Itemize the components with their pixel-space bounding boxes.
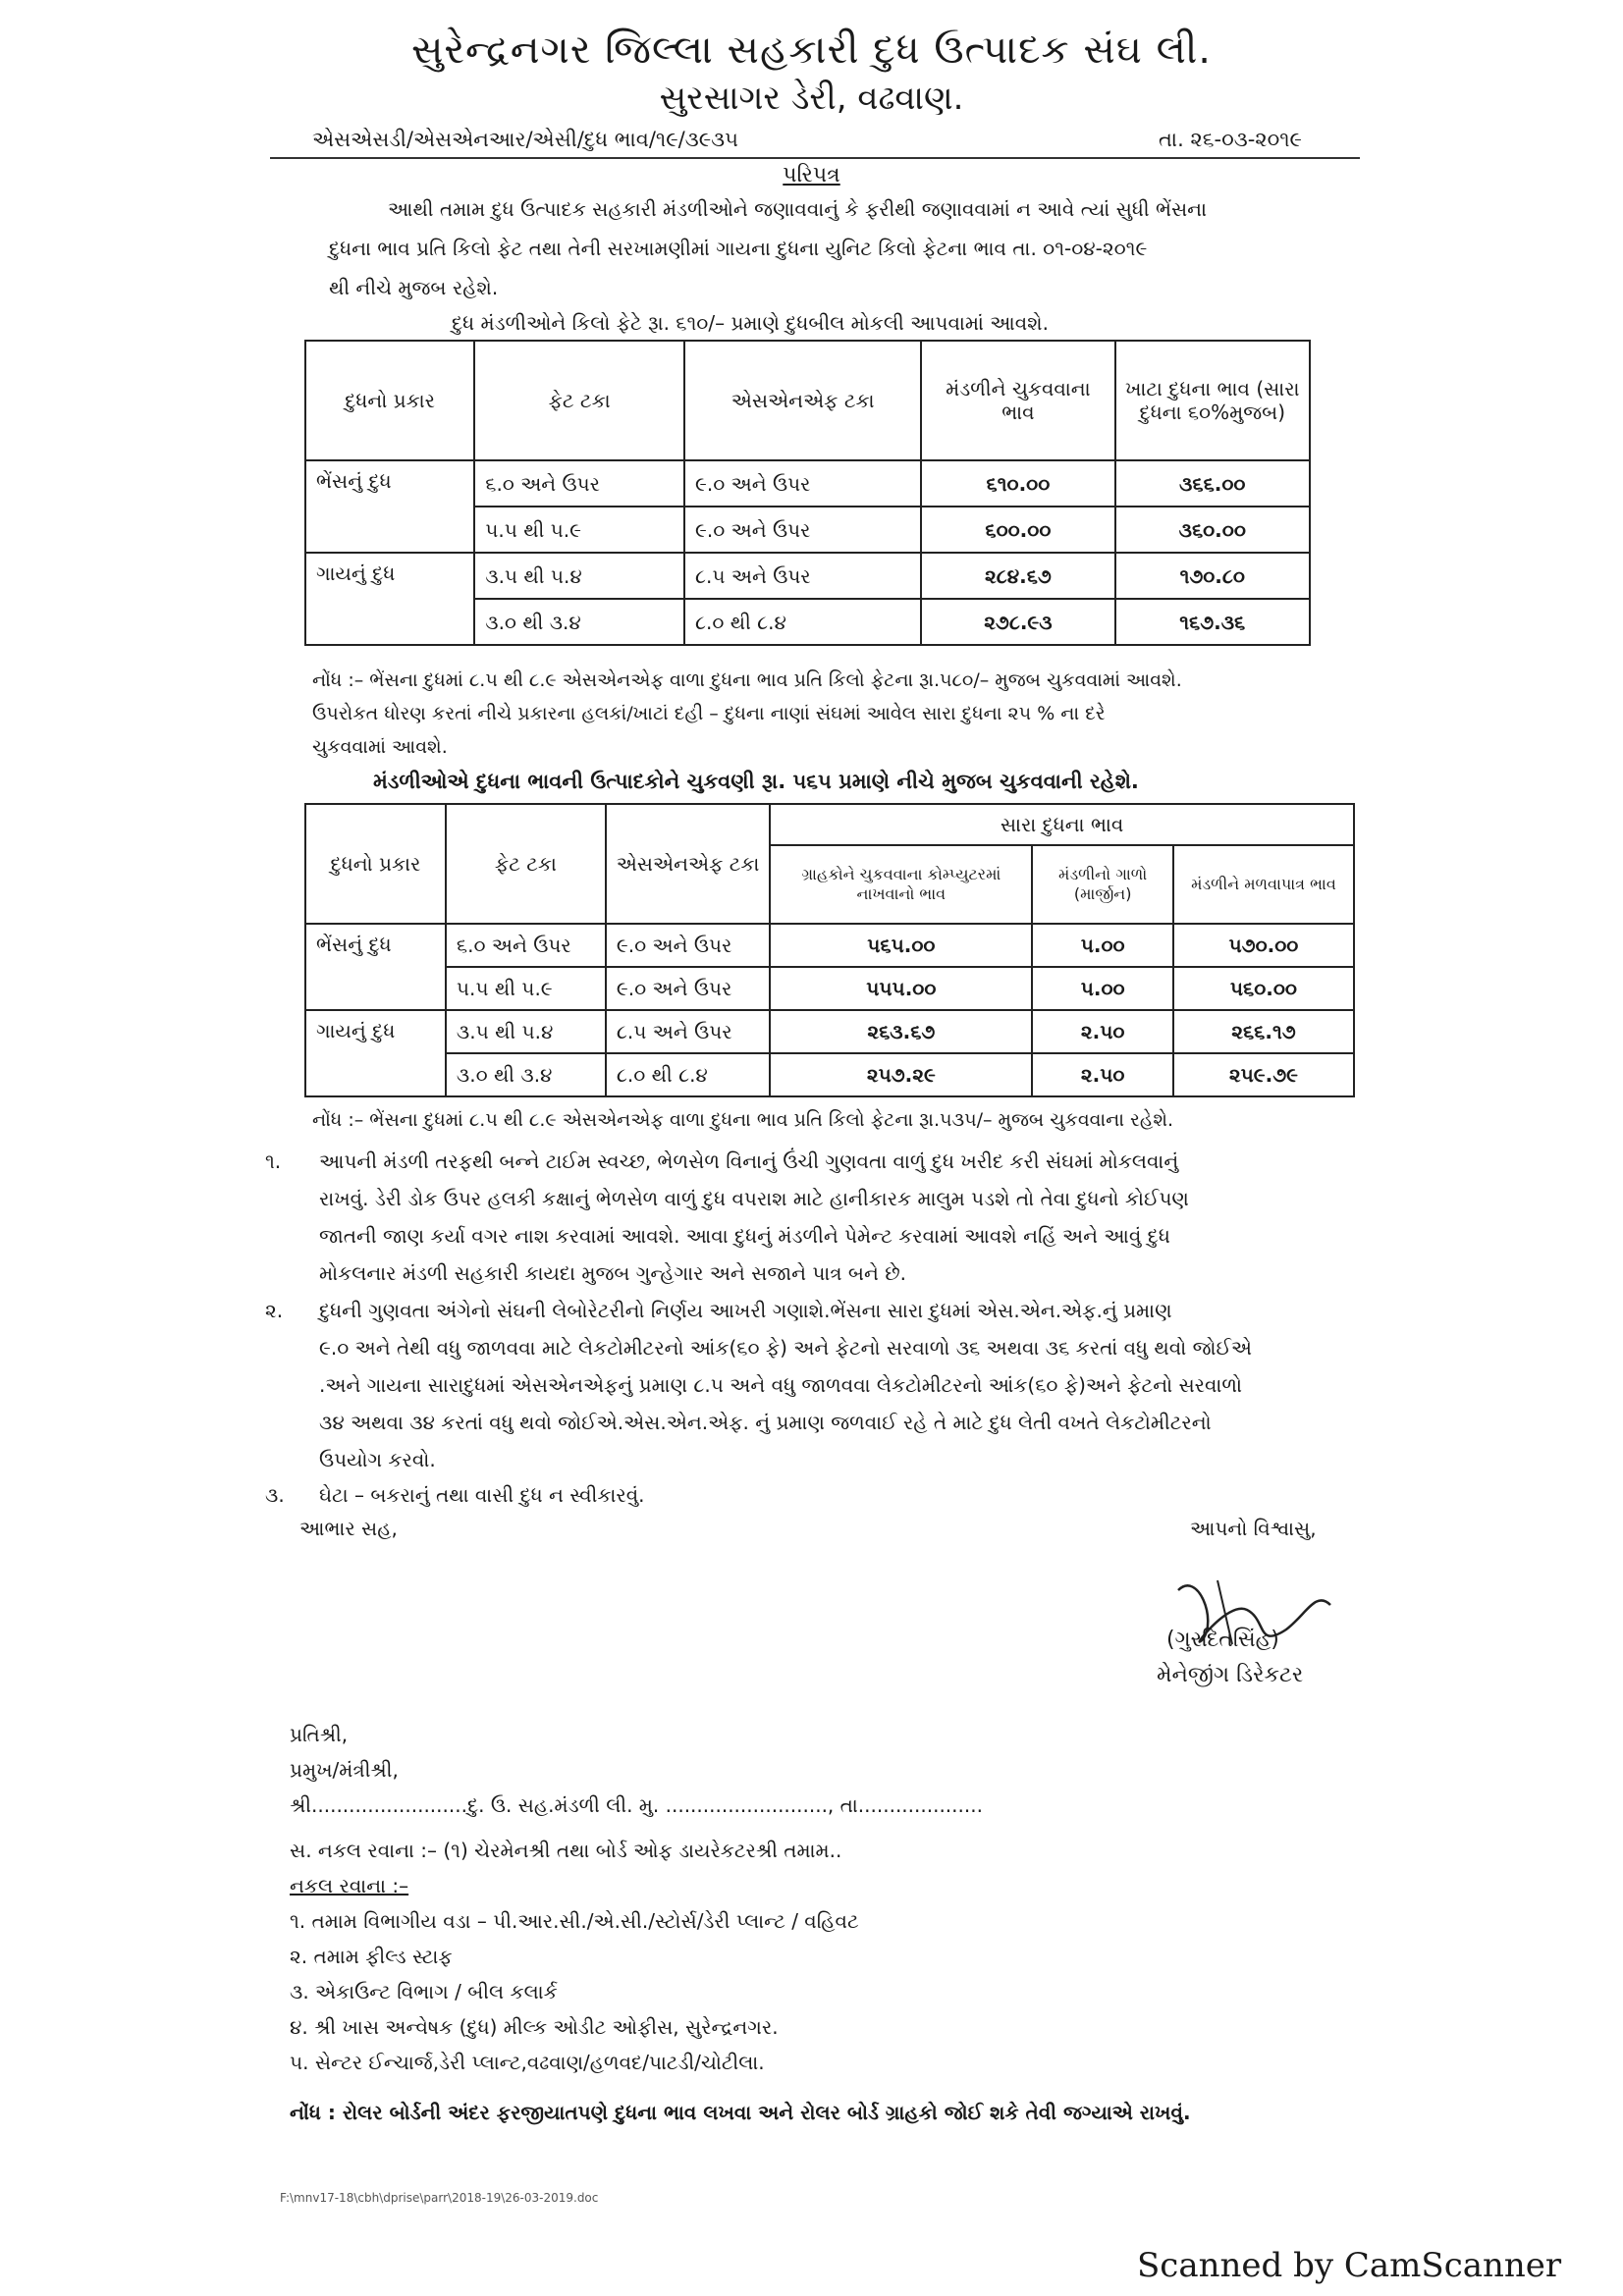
- yours-faithfully: આપનો વિશ્વાસુ,: [1190, 1517, 1317, 1540]
- t2-r0-customer-rate: ૫૬૫.૦૦: [770, 924, 1032, 967]
- t1-r1-society-rate: ૬૦૦.૦૦: [921, 507, 1114, 553]
- rate-table-1: [304, 340, 1311, 646]
- header-divider: [270, 157, 1360, 159]
- rate-table-2: [304, 803, 1355, 1097]
- note1-line-3: ચુકવવામાં આવશે.: [312, 736, 448, 758]
- copy-to-item-5: ૫. સેન્ટર ઈન્ચાર્જ,ડેરી પ્લાન્ટ,વઢવાણ/હળવદ/પાટડી/ચોટીલા.: [290, 2051, 765, 2074]
- t1-r2-snf: ૮.૫ અને ઉપર: [684, 553, 921, 599]
- thanks-text: આભાર સહ,: [299, 1517, 398, 1540]
- t2-header-fat: ફેટ ટકા: [446, 804, 606, 924]
- t2-header-snf: એસએનએફ ટકા: [606, 804, 770, 924]
- point3-number: ૩.: [265, 1483, 285, 1507]
- t1-r3-fat: ૩.૦ થી ૩.૪: [474, 599, 684, 645]
- t2-r0-margin: ૫.૦૦: [1032, 924, 1172, 967]
- t2-r3-fat: ૩.૦ થી ૩.૪: [446, 1053, 606, 1096]
- note1-line-2: ઉપરોકત ધોરણ કરતાં નીચે પ્રકારના હલકાં/ખાટાં દહી – દુધના નાણાં સંઘમાં આવેલ સારા દુધના ૨૫ % ના દરે: [312, 703, 1106, 724]
- copy-to-item-2: ૨. તમામ ફીલ્ડ સ્ટાફ: [290, 1945, 453, 1968]
- t1-r0-snf: ૯.૦ અને ઉપર: [684, 460, 921, 507]
- table-row: [305, 924, 1354, 967]
- t2-r2-customer-rate: ૨૬૩.૬૭: [770, 1010, 1032, 1053]
- t2-r3-margin: ૨.૫૦: [1032, 1053, 1172, 1096]
- point3-line-1: ઘેટા – બકરાનું તથા વાસી દુધ ન સ્વીકારવું.: [319, 1483, 645, 1507]
- t2-r3-receivable: ૨૫૯.૭૯: [1173, 1053, 1354, 1096]
- t1-r1-sour-rate: ૩૬૦.૦૦: [1115, 507, 1310, 553]
- t2-header-type: દુધનો પ્રકાર: [305, 804, 446, 924]
- t1-header-snf: એસએનએફ ટકા: [684, 341, 921, 460]
- t1-r3-society-rate: ૨૭૮.૯૩: [921, 599, 1114, 645]
- t1-r0-type: ભેંસનું દુધ: [305, 460, 474, 553]
- intro-line-3: થી નીચે મુજબ રહેશે.: [329, 276, 499, 299]
- t2-r1-receivable: ૫૬૦.૦૦: [1173, 967, 1354, 1010]
- note2: નોંધ :– ભેંસના દુધમાં ૮.૫ થી ૮.૯ એસએનએફ વાળા દુધના ભાવ પ્રતિ કિલો ફેટના રૂા.૫૩૫/– મુજબ ચુકવવાના રહેશે.: [312, 1109, 1174, 1131]
- point1-line-2: રાખવું. ડેરી ડોક ઉપર હલકી કક્ષાનું ભેળસેળ વાળું દુધ વપરાશ માટે હાનીકારક માલુમ પડશે તો તેવા દુધનો કોઈપણ: [319, 1187, 1189, 1210]
- t1-header-fat: ફેટ ટકા: [474, 341, 684, 460]
- table-row: [305, 967, 1354, 1010]
- t1-r2-type: ગાયનું દુધ: [305, 553, 474, 645]
- table-row: [305, 553, 1310, 599]
- addressee-line-3: શ્રી.........................દુ. ઉ. સહ.મંડળી લી. મુ. .........................., તા....................: [290, 1793, 983, 1817]
- table2-subheading: મંડળીઓએ દુધના ભાવની ઉત્પાદકોને ચુકવણી રૂા. ૫૬૫ પ્રમાણે નીચે મુજબ ચુકવવાની રહેશે.: [373, 770, 1139, 793]
- t1-r2-fat: ૩.૫ થી ૫.૪: [474, 553, 684, 599]
- copy-to-item-1: ૧. તમામ વિભાગીય વડા – પી.આર.સી./એ.સી./સ્ટોર્સ/ડેરી પ્લાન્ટ / વહિવટ: [290, 1909, 859, 1933]
- t2-header-customer-rate: ગ્રાહકોને ચુકવવાના કોમ્પ્યુટરમાં નાખવાનો ભાવ: [770, 845, 1032, 924]
- circular-heading: પરિપત્ર: [783, 163, 840, 187]
- organization-name: સુરેન્દ્રનગર જિલ્લા સહકારી દુધ ઉત્પાદક સંઘ લી.: [410, 27, 1213, 73]
- camscanner-watermark: Scanned by CamScanner: [1137, 2246, 1562, 2285]
- t2-header-receivable: મંડળીને મળવાપાત્ર ભાવ: [1173, 845, 1354, 924]
- t1-r0-sour-rate: ૩૬૬.૦૦: [1115, 460, 1310, 507]
- point2-number: ૨.: [265, 1299, 284, 1322]
- t1-r2-sour-rate: ૧૭૦.૮૦: [1115, 553, 1310, 599]
- copy-to-item-3: ૩. એકાઉન્ટ વિભાગ / બીલ કલાર્ક: [290, 1980, 558, 2003]
- point2-line-5: ઉપયોગ કરવો.: [319, 1448, 436, 1471]
- intro-line-1: આથી તમામ દુધ ઉત્પાદક સહકારી મંડળીઓને જણાવવાનું કે ફરીથી જણાવવામાં ન આવે ત્યાં સુધી ભેંસના: [388, 197, 1207, 221]
- t2-r3-customer-rate: ૨૫૭.૨૯: [770, 1053, 1032, 1096]
- file-path: F:\mnv17-18\cbh\dprise\parr\2018-19\26-03-2019.doc: [280, 2191, 599, 2205]
- t1-header-society-rate: મંડળીને ચુકવવાના ભાવ: [921, 341, 1114, 460]
- table-row: [305, 460, 1310, 507]
- t2-r2-snf: ૮.૫ અને ઉપર: [606, 1010, 770, 1053]
- point2-line-2: ૯.૦ અને તેથી વધુ જાળવવા માટે લેકટોમીટરનો આંક(૬૦ ફે) અને ફેટનો સરવાળો ૩૬ અથવા ૩૬ કરતાં વધુ થવો જોઈએ: [319, 1336, 1253, 1360]
- addressee-line-1: પ્રતિશ્રી,: [290, 1723, 349, 1746]
- signature-scribble: [1159, 1561, 1345, 1669]
- point1-line-3: જાતની જાણ કર્યા વગર નાશ કરવામાં આવશે. આવા દુધનું મંડળીને પેમેન્ટ કરવામાં આવશે નહિં અને આવું દુધ: [319, 1224, 1170, 1248]
- t2-header-margin: મંડળીનો ગાળો (માર્જીન): [1032, 845, 1172, 924]
- point1-number: ૧.: [265, 1149, 282, 1173]
- point2-line-4: ૩૪ અથવા ૩૪ કરતાં વધુ થવો જોઈએ.એસ.એન.એફ. નું પ્રમાણ જળવાઈ રહે તે માટે દુધ લેતી વખતે લેકટોમીટરનો: [319, 1411, 1212, 1434]
- t2-r1-fat: ૫.૫ થી ૫.૯: [446, 967, 606, 1010]
- t2-r0-type: ભેંસનું દુધ: [305, 924, 446, 1010]
- t1-r0-fat: ૬.૦ અને ઉપર: [474, 460, 684, 507]
- t2-r0-snf: ૯.૦ અને ઉપર: [606, 924, 770, 967]
- point2-line-1: દુધની ગુણવતા અંગેનો સંઘની લેબોરેટરીનો નિર્ણય આખરી ગણાશે.ભેંસના સારા દુધમાં એસ.એન.એફ.નું પ્રમાણ: [319, 1299, 1172, 1322]
- t1-r2-society-rate: ૨૮૪.૬૭: [921, 553, 1114, 599]
- t1-r3-snf: ૮.૦ થી ૮.૪: [684, 599, 921, 645]
- t1-r3-sour-rate: ૧૬૭.૩૬: [1115, 599, 1310, 645]
- final-note: નોંધ : રોલર બોર્ડની અંદર ફરજીયાતપણે દુધના ભાવ લખવા અને રોલર બોર્ડ ગ્રાહકો જોઈ શકે તેવી જગ્યાએ રાખવું.: [290, 2101, 1191, 2124]
- table-row: [305, 1053, 1354, 1096]
- table-row: [305, 1010, 1354, 1053]
- copy-to-item-4: ૪. શ્રી ખાસ અન્વેષક (દુધ) મીલ્ક ઓડીટ ઓફીસ, સુરેન્દ્રનગર.: [290, 2015, 779, 2039]
- reference-number: એસએસડી/એસએનઆર/એસી/દુધ ભાવ/૧૯/૩૯૩૫: [312, 128, 738, 151]
- note1-line-1: નોંધ :– ભેંસના દુધમાં ૮.૫ થી ૮.૯ એસએનએફ વાળા દુધના ભાવ પ્રતિ કિલો ફેટના રૂા.૫૮૦/– મુજબ ચુકવવામાં આવશે.: [312, 669, 1182, 691]
- t2-r3-snf: ૮.૦ થી ૮.૪: [606, 1053, 770, 1096]
- t1-r1-snf: ૯.૦ અને ઉપર: [684, 507, 921, 553]
- signatory-name: (ગુરદિતસિંહ): [1166, 1628, 1279, 1652]
- t1-header-type: દુધનો પ્રકાર: [305, 341, 474, 460]
- signatory-designation: મેનેજીંગ ડિરેકટર: [1157, 1663, 1304, 1687]
- intro-line-2: દુધના ભાવ પ્રતિ કિલો ફેટ તથા તેની સરખામણીમાં ગાયના દુધના યુનિટ કિલો ફેટના ભાવ તા. ૦૧-૦૪-૨૦૧૯: [329, 237, 1148, 260]
- point1-line-4: મોકલનાર મંડળી સહકારી કાયદા મુજબ ગુન્હેગાર અને સજાને પાત્ર બને છે.: [319, 1261, 907, 1285]
- dairy-name: સુરસાગર ડેરી, વઢવાણ.: [659, 79, 964, 118]
- t2-r1-margin: ૫.૦૦: [1032, 967, 1172, 1010]
- t1-r0-society-rate: ૬૧૦.૦૦: [921, 460, 1114, 507]
- t2-r0-receivable: ૫૭૦.૦૦: [1173, 924, 1354, 967]
- t2-r2-fat: ૩.૫ થી ૫.૪: [446, 1010, 606, 1053]
- t2-header-group: સારા દુધના ભાવ: [770, 804, 1354, 845]
- t2-r2-type: ગાયનું દુધ: [305, 1010, 446, 1096]
- copy-to-line-1: સ. નકલ રવાના :– (૧) ચેરમેનશ્રી તથા બોર્ડ ઓફ ડાયરેકટરશ્રી તમામ..: [290, 1839, 842, 1862]
- t1-r1-fat: ૫.૫ થી ૫.૯: [474, 507, 684, 553]
- t1-header-sour-rate: ખાટા દુધના ભાવ (સારા દુધના ૬૦%મુજબ): [1115, 341, 1310, 460]
- point2-line-3: .અને ગાયના સારાદુધમાં એસએનએફનું પ્રમાણ ૮.૫ અને વધુ જાળવવા લેકટોમીટરનો આંક(૬૦ ફે)અને ફેટનો સરવાળો: [319, 1373, 1242, 1397]
- point1-line-1: આપની મંડળી તરફથી બન્ને ટાઈમ સ્વચ્છ, ભેળસેળ વિનાનું ઉંચી ગુણવતા વાળું દુધ ખરીદ કરી સંઘમાં મોકલવાનું: [319, 1149, 1179, 1173]
- addressee-line-2: પ્રમુખ/મંત્રીશ્રી,: [290, 1758, 399, 1782]
- t2-r2-margin: ૨.૫૦: [1032, 1010, 1172, 1053]
- t2-r1-snf: ૯.૦ અને ઉપર: [606, 967, 770, 1010]
- circular-date: તા. ૨૬-૦૩-૨૦૧૯: [1159, 128, 1302, 151]
- t2-r1-customer-rate: ૫૫૫.૦૦: [770, 967, 1032, 1010]
- copy-to-heading: નકલ રવાના :–: [290, 1874, 409, 1897]
- t2-r2-receivable: ૨૬૬.૧૭: [1173, 1010, 1354, 1053]
- t2-r0-fat: ૬.૦ અને ઉપર: [446, 924, 606, 967]
- intro-line-4: દુધ મંડળીઓને કિલો ફેટે રૂા. ૬૧૦/– પ્રમાણે દુધબીલ મોકલી આપવામાં આવશે.: [452, 311, 1049, 335]
